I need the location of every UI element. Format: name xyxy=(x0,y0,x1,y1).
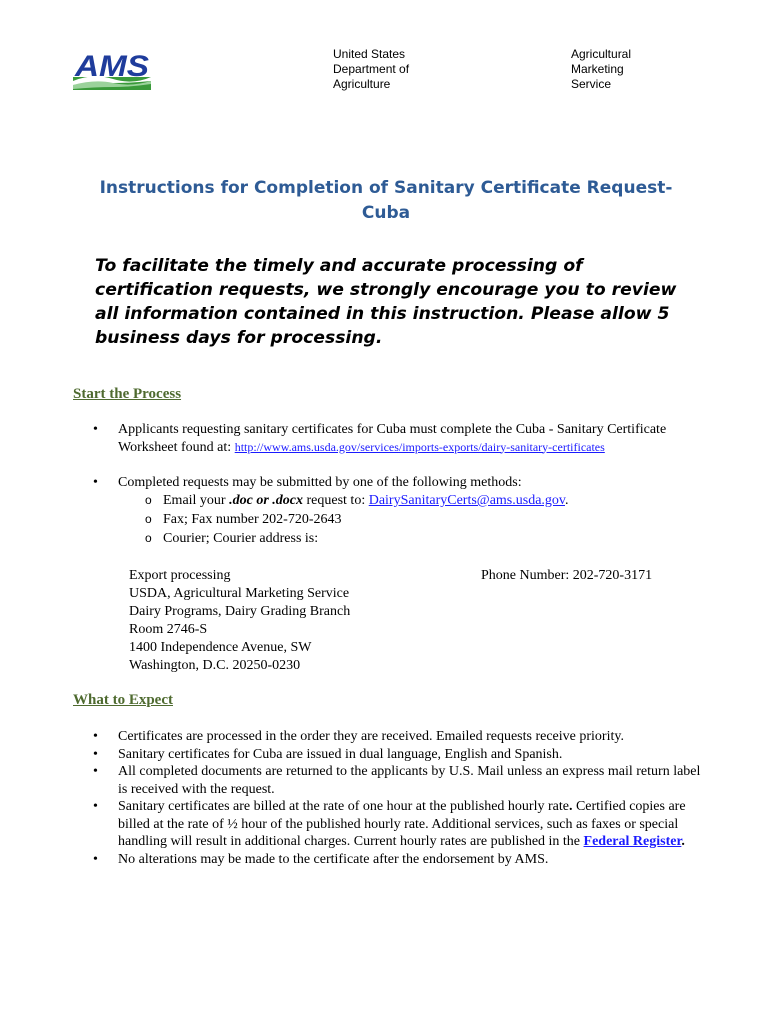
list-item xyxy=(93,421,705,456)
address-line: Dairy Programs, Dairy Grading Branch xyxy=(129,604,351,619)
method-fax xyxy=(145,510,341,529)
bullet-icon: • xyxy=(93,475,98,490)
start-bullets xyxy=(93,421,705,456)
list-item xyxy=(93,474,705,492)
bullet-icon: • xyxy=(93,729,98,744)
methods-text: Completed requests may be submitted by one of the following methods: xyxy=(118,475,522,490)
usda-line: United States xyxy=(333,47,406,61)
worksheet-link[interactable]: http://www.ams.usda.gov/services/imports-exports/dairy-sanitary-certificates xyxy=(234,439,605,454)
usda-line: Agriculture xyxy=(333,77,391,91)
courier-address xyxy=(129,567,350,675)
what-to-expect-heading: What to Expect xyxy=(73,692,173,708)
ams-logo xyxy=(73,47,151,91)
address-line: 1400 Independence Avenue, SW xyxy=(129,640,312,655)
method-email xyxy=(145,491,569,510)
expect-text: Sanitary certificates for Cuba are issued in dual language, English and Spanish. xyxy=(118,746,563,762)
list-item xyxy=(93,746,705,764)
address-line: Washington, D.C. 20250-0230 xyxy=(129,658,301,673)
start-process-heading: Start the Process xyxy=(73,386,182,402)
expect-text: All completed documents are returned to the applicants by U.S. Mail unless an express mail return label is received with the request. xyxy=(118,764,701,797)
expect-text-bold: . xyxy=(568,799,573,814)
bullet-icon: • xyxy=(93,851,98,867)
ams-header xyxy=(571,47,631,92)
ams-line: Marketing xyxy=(571,62,624,76)
expect-text: Sanitary certificates are billed at the rate of one hour at the published hourly rate xyxy=(118,799,569,814)
address-line: Room 2746-S xyxy=(129,622,208,637)
bullet-icon: • xyxy=(93,746,98,762)
list-item xyxy=(93,851,705,869)
expect-text: Certificates are processed in the order they are received. Emailed requests receive priority. xyxy=(118,729,624,744)
bullet-icon: • xyxy=(93,799,98,814)
ams-line: Agricultural xyxy=(571,47,632,61)
email-pre: Email your xyxy=(163,493,230,508)
bullet-icon: • xyxy=(93,764,98,779)
list-item xyxy=(93,763,705,798)
email-end: . xyxy=(565,493,569,508)
email-format: .doc or .docx xyxy=(229,493,303,508)
email-mid: request to: xyxy=(303,493,369,508)
expect-text: Certified copies are billed at the rate of ½ hour of the published hourly rate. Additional services, such as faxes or special handling will result in additional charges. Current hourly rates are published in the xyxy=(118,799,686,849)
logo-text: AMS xyxy=(73,50,149,83)
list-item xyxy=(93,728,705,746)
circle-bullet-icon: o xyxy=(145,512,152,526)
usda-line: Department of xyxy=(333,62,410,76)
intro-paragraph: To facilitate the timely and accurate processing of certification requests, we strongly encourage you to review all information contained in this instruction. Please allow 5 business days for processing. xyxy=(95,256,677,348)
fax-text: Fax; Fax number 202-720-2643 xyxy=(163,512,342,527)
circle-bullet-icon: o xyxy=(145,493,152,507)
address-line: Export processing xyxy=(129,568,231,583)
expect-text-bold: . xyxy=(681,834,685,849)
federal-register-link[interactable]: Federal Register xyxy=(583,834,682,849)
phone-number: Phone Number: 202-720-3171 xyxy=(481,568,653,583)
start-bullets-2 xyxy=(93,474,705,492)
worksheet-text: Applicants requesting sanitary certificates for Cuba must complete the Cuba - Sanitary Certificate Worksheet found at: xyxy=(118,422,667,455)
usda-header xyxy=(333,47,409,92)
expect-bullets xyxy=(93,728,705,868)
bullet-icon: • xyxy=(93,422,98,437)
page-title: Instructions for Completion of Sanitary Certificate Request- Cuba xyxy=(99,178,673,223)
circle-bullet-icon: o xyxy=(145,531,152,545)
method-courier xyxy=(145,529,318,548)
ams-line: Service xyxy=(571,77,612,91)
list-item xyxy=(93,798,705,851)
email-link[interactable]: DairySanitaryCerts@ams.usda.gov xyxy=(368,493,565,508)
address-line: USDA, Agricultural Marketing Service xyxy=(129,586,350,601)
expect-text: No alterations may be made to the certificate after the endorsement by AMS. xyxy=(118,851,549,867)
courier-text: Courier; Courier address is: xyxy=(163,531,319,546)
